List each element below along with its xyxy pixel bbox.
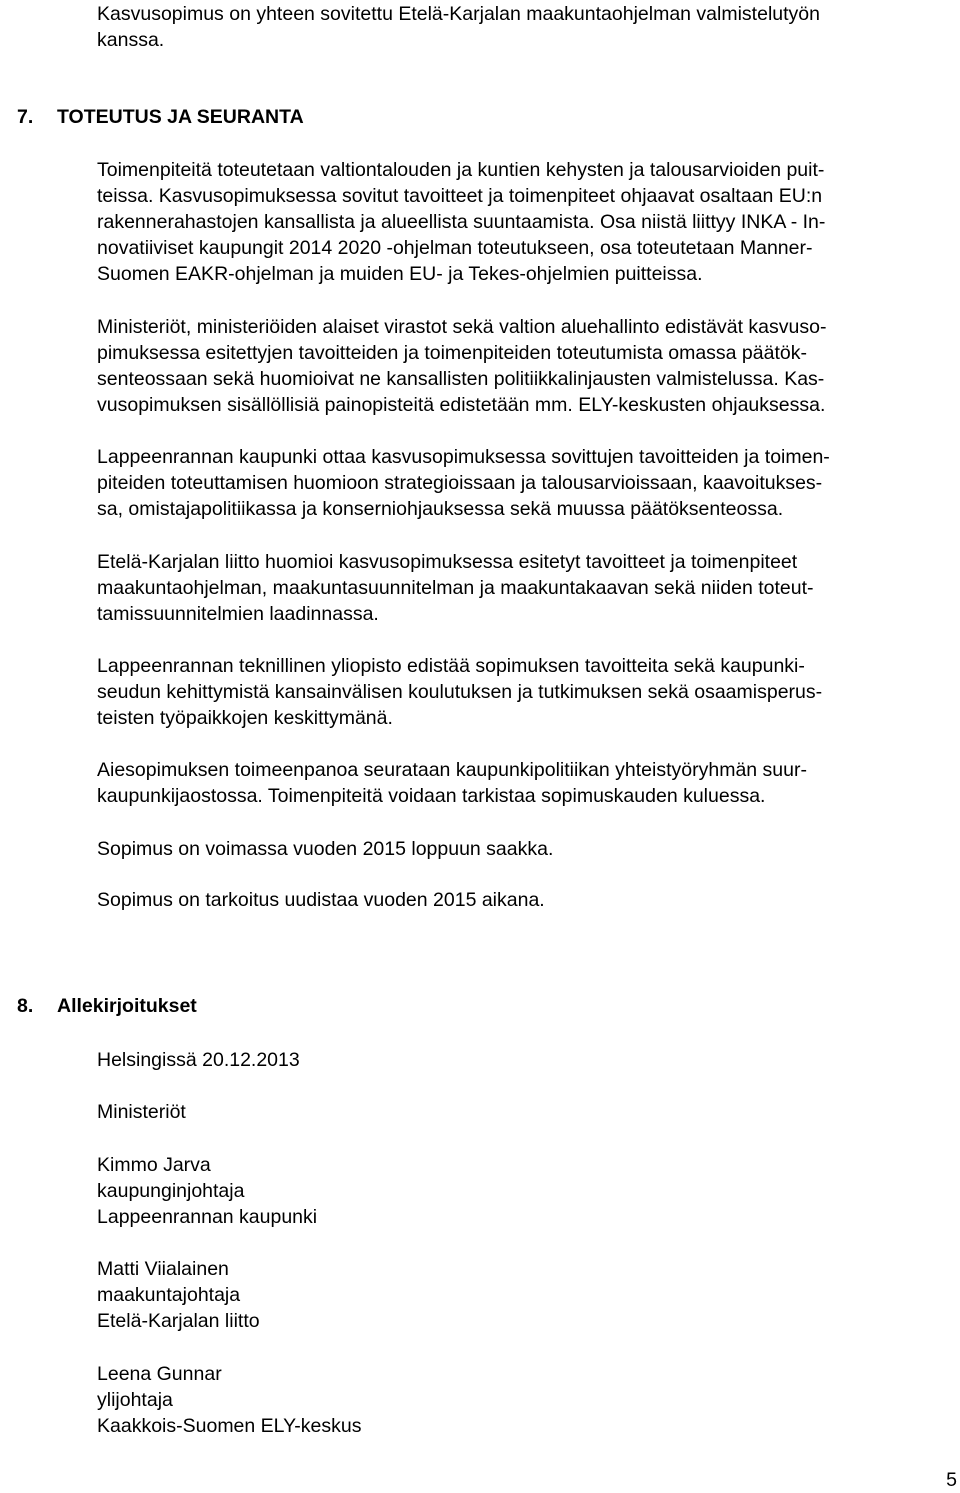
page-number: 5	[946, 1469, 957, 1491]
signatory	[97, 1152, 957, 1230]
paragraph	[97, 444, 957, 522]
signatory-org: Etelä-Karjalan liitto	[97, 1310, 260, 1332]
signatory-org: Kaakkois-Suomen ELY-keskus	[97, 1415, 362, 1437]
paragraph	[97, 887, 957, 913]
signatory-name: Matti Viialainen	[97, 1258, 229, 1280]
text-line: Kasvusopimus on yhteen sovitettu Etelä-Karjalan maakuntaohjelman valmistelutyön	[97, 3, 820, 25]
text-line: Ministeriöt, ministeriöiden alaiset virastot sekä valtion aluehallinto edistävät kasvuso-	[97, 316, 827, 338]
signatory-org: Lappeenrannan kaupunki	[97, 1206, 318, 1228]
signatory-role: ylijohtaja	[97, 1389, 173, 1411]
text-line: Suomen EAKR-ohjelman ja muiden EU- ja Tekes-ohjelmien puitteissa.	[97, 263, 703, 285]
text-line: Etelä-Karjalan liitto huomioi kasvusopimuksessa esitetyt tavoitteet ja toimenpiteet	[97, 551, 798, 573]
text-line: tamissuunnitelmien laadinnassa.	[97, 603, 379, 625]
place-date	[97, 1047, 957, 1073]
place-date-text: Helsingissä 20.12.2013	[97, 1049, 300, 1071]
text-line: Aiesopimuksen toimeenpanoa seurataan kaupunkipolitiikan yhteistyöryhmän suur-	[97, 759, 807, 781]
text-line: piteiden toteuttamisen huomioon strategioissaan ja talousarvioissaan, kaavoitukses-	[97, 472, 823, 494]
ministries-text: Ministeriöt	[97, 1101, 186, 1123]
paragraph	[97, 757, 957, 809]
section-title: Allekirjoitukset	[57, 995, 197, 1017]
signatory	[97, 1361, 957, 1439]
text-line: Toimenpiteitä toteutetaan valtiontalouden ja kuntien kehysten ja talousarvioiden puit-	[97, 159, 825, 181]
text-line: kanssa.	[97, 29, 165, 51]
intro-paragraph	[97, 1, 957, 53]
text-line: seudun kehittymistä kansainvälisen koulutuksen ja tutkimuksen sekä osaamisperus-	[97, 681, 823, 703]
paragraph	[97, 836, 957, 862]
text-line: novatiiviset kaupungit 2014 2020 -ohjelman toteutukseen, osa toteutetaan Manner-	[97, 237, 813, 259]
ministries-label	[97, 1099, 957, 1125]
section-heading-8	[0, 993, 940, 1019]
text-line: maakuntaohjelman, maakuntasuunnitelman ja maakuntakaavan sekä niiden toteut-	[97, 577, 814, 599]
text-line: Lappeenrannan kaupunki ottaa kasvusopimuksessa sovittujen tavoitteiden ja toimen-	[97, 446, 830, 468]
text-line: Sopimus on voimassa vuoden 2015 loppuun saakka.	[97, 838, 554, 860]
paragraph	[97, 653, 957, 731]
signatory-role: maakuntajohtaja	[97, 1284, 241, 1306]
text-line: senteossaan sekä huomioivat ne kansallisten politiikkalinjausten valmistelussa. Kas-	[97, 368, 825, 390]
signatory-name: Leena Gunnar	[97, 1363, 222, 1385]
text-line: sa, omistajapolitiikassa ja konserniohjauksessa sekä muussa päätöksenteossa.	[97, 498, 784, 520]
section-number: 8.	[17, 995, 34, 1017]
paragraph	[97, 549, 957, 627]
section-number: 7.	[17, 106, 34, 128]
text-line: pimuksessa esitettyjen tavoitteiden ja toimenpiteiden toteutumista omassa päätök-	[97, 342, 807, 364]
signatory-name: Kimmo Jarva	[97, 1154, 211, 1176]
text-line: vusopimuksen sisällöllisiä painopisteitä edistetään mm. ELY-keskusten ohjauksessa.	[97, 394, 826, 416]
signatory	[97, 1256, 957, 1334]
text-line: kaupunkijaostossa. Toimenpiteitä voidaan tarkistaa sopimuskauden kuluessa.	[97, 785, 766, 807]
text-line: Sopimus on tarkoitus uudistaa vuoden 2015 aikana.	[97, 889, 545, 911]
text-line: rakennerahastojen kansallista ja alueellista suuntaamista. Osa niistä liittyy INKA - In-	[97, 211, 826, 233]
paragraph	[97, 157, 957, 287]
section-title: TOTEUTUS JA SEURANTA	[57, 106, 304, 128]
text-line: teisten työpaikkojen keskittymänä.	[97, 707, 393, 729]
text-line: teissa. Kasvusopimuksessa sovitut tavoitteet ja toimenpiteet ohjaavat osaltaan EU:n	[97, 185, 823, 207]
paragraph	[97, 314, 957, 418]
section-heading-7	[0, 104, 940, 130]
text-line: Lappeenrannan teknillinen yliopisto edistää sopimuksen tavoitteita sekä kaupunki-	[97, 655, 805, 677]
signatory-role: kaupunginjohtaja	[97, 1180, 245, 1202]
